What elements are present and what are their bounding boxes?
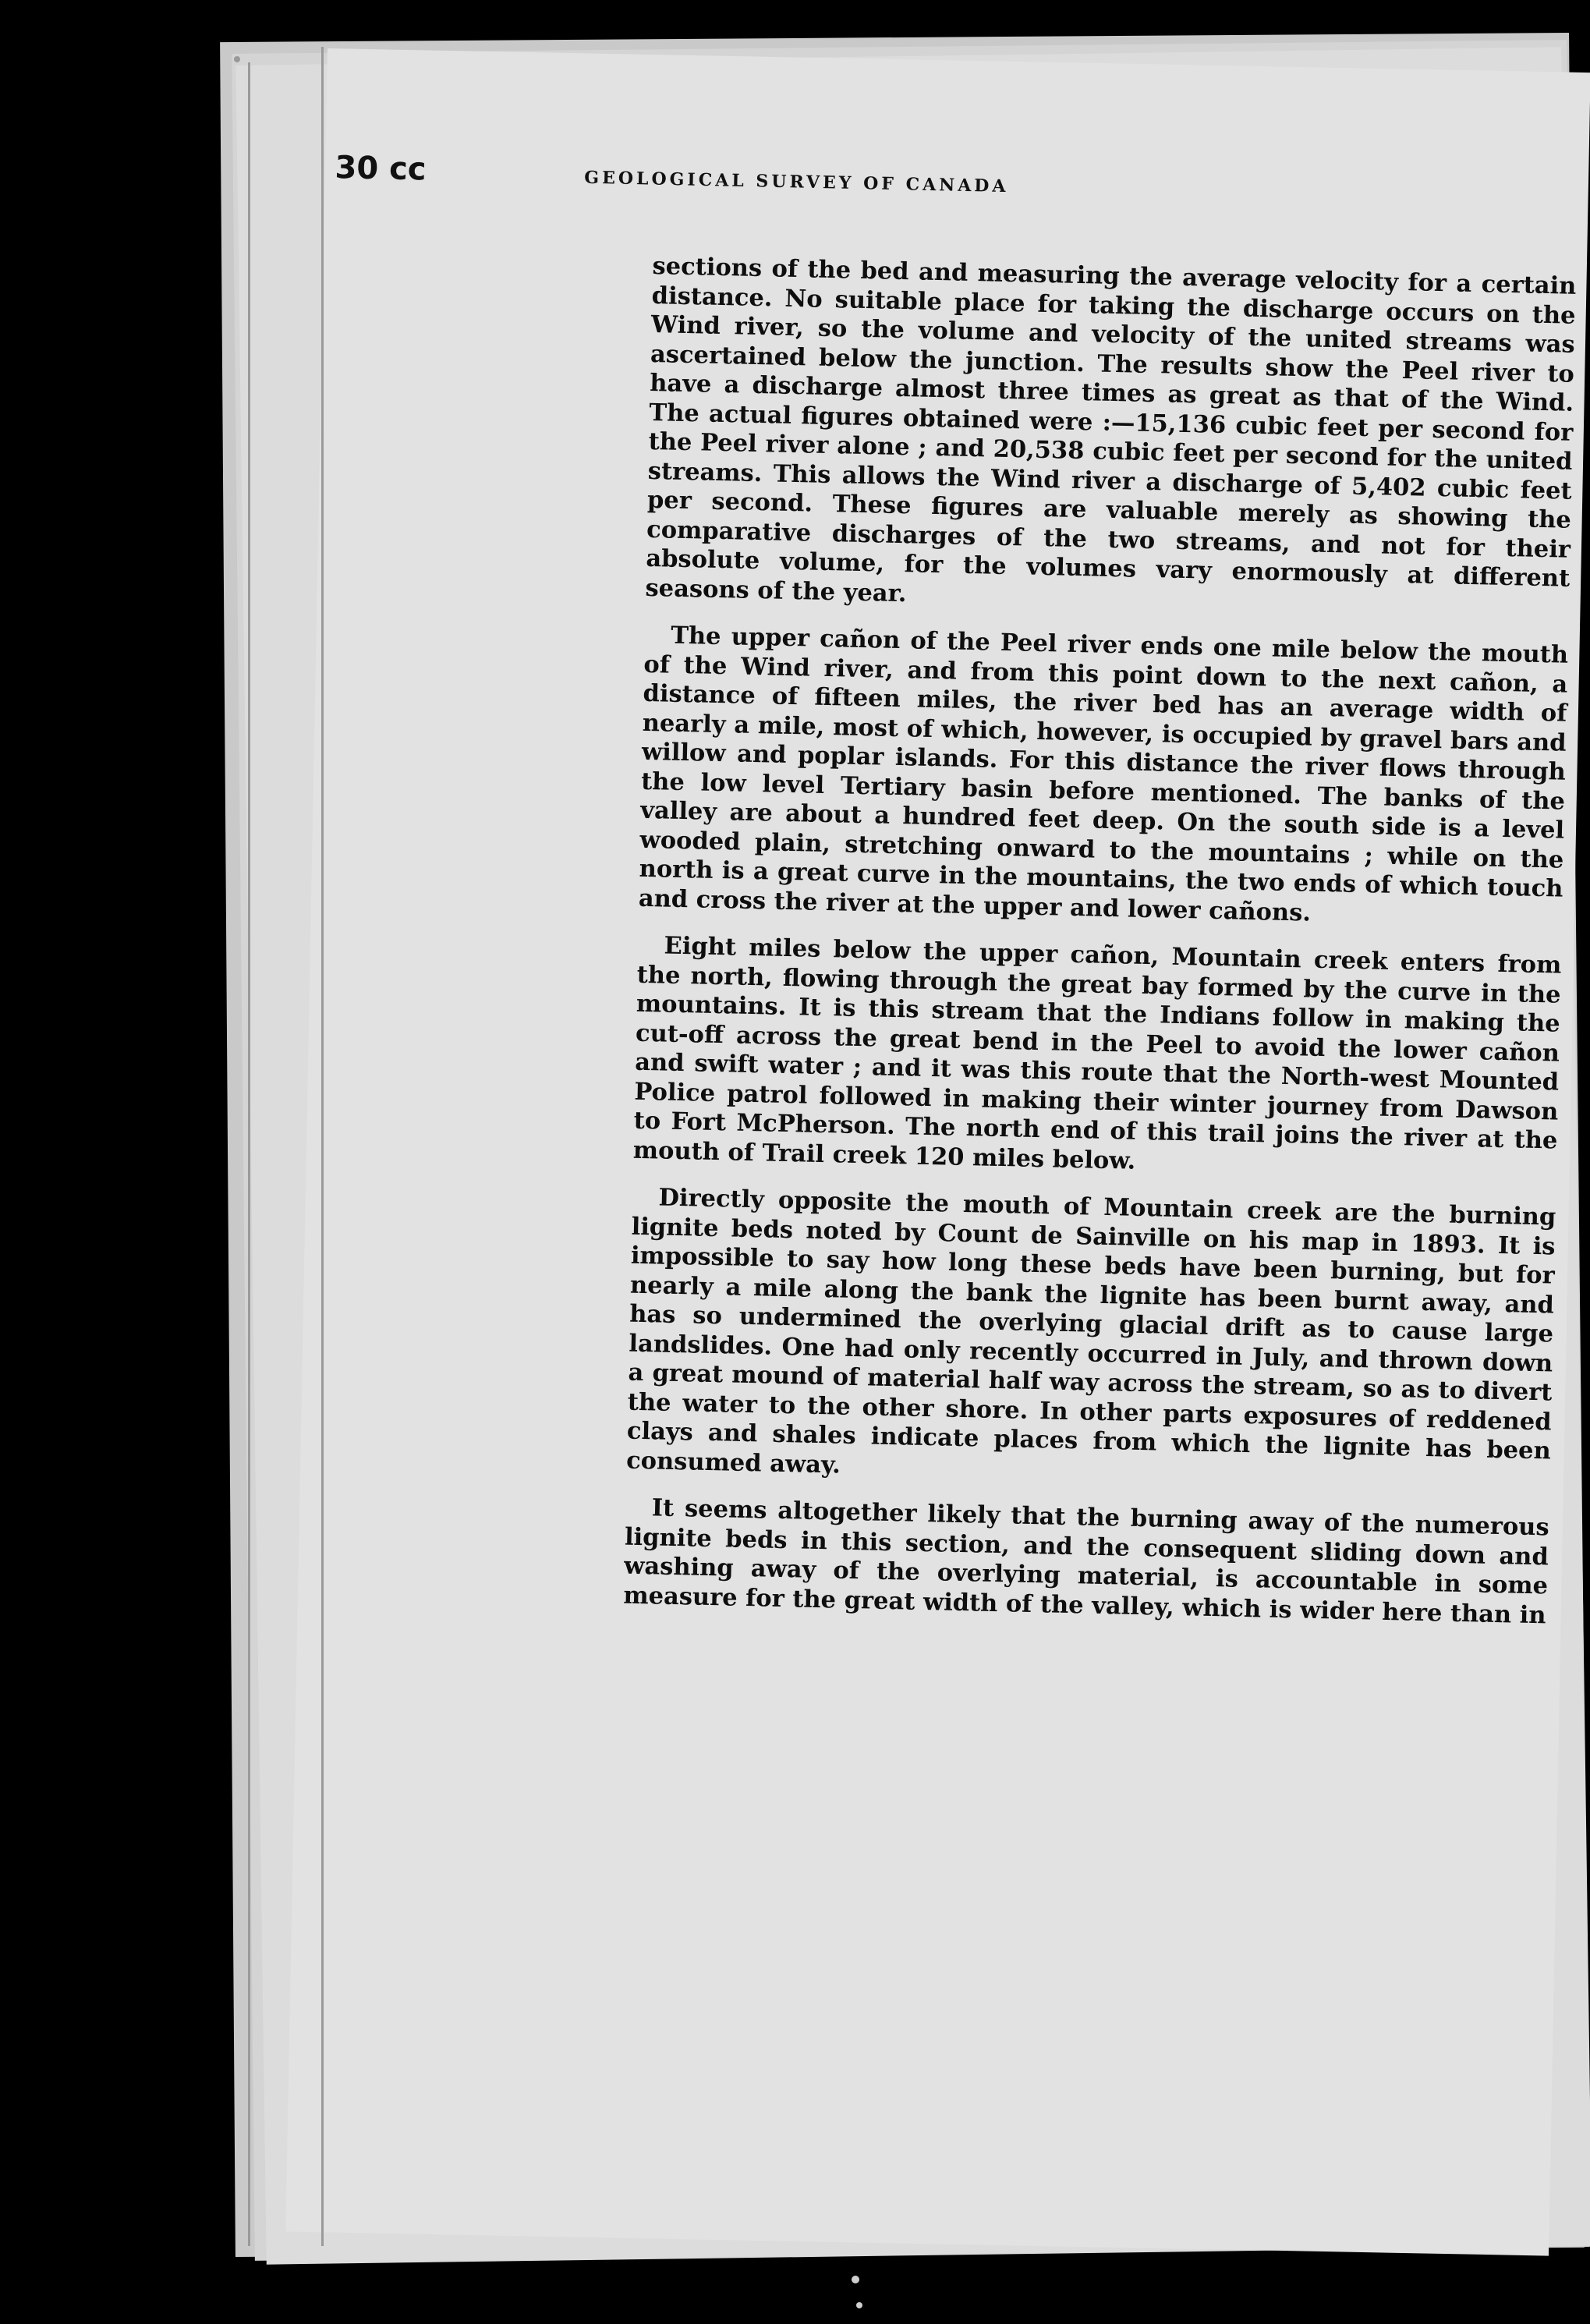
paragraph: sections of the bed and measuring the average velocity for a certain distance. No suitable place for taking the discharge occurs on the Wind river, so the volume and velocity of the united streams was ascertained below the junction. The results show the Peel river to have a discharge almost three times as great as that of the Wind. The actual figures obtained were :—15,136 cubic feet per second for the Peel river alone ; and 20,538 cubic feet per second for the united streams. This allows the Wind river a discharge of 5,402 cubic feet per second. These figures are valuable merely as showing the comparative discharges of the two streams, and not for their absolute volume, for the volumes vary enormously at different seasons of the year. [645, 252, 1577, 608]
paragraph: Eight miles below the upper cañon, Mountain creek enters from the north, flowing through the great bay formed by the curve in the mountains. It is this stream that the Indians follow in making the cut-off across the great bend in the Peel to avoid the lower cañon and swift water ; and it was this route that the North-west Mounted Police patrol followed in making their winter journey from Dawson to Fort McPherson. The north end of this trail joins the river at the mouth of Trail creek 120 miles below. [632, 931, 1562, 1175]
scan-speck [852, 2276, 859, 2283]
running-head: GEOLOGICAL SURVEY OF CANADA [584, 167, 1009, 197]
scan-speck [234, 56, 240, 62]
paragraph: It seems altogether likely that the burning away of the numerous lignite beds in this section, and the consequent sliding down and washing away of the overlying material, is accountable in some measure for the great width of the valley, which is wider here than in [623, 1493, 1549, 1629]
paragraph: The upper cañon of the Peel river ends one mile below the mouth of the Wind river, and from this point down to the next cañon, a distance of fifteen miles, the river bed has an average width of nearly a mile, most of which, however, is occupied by gravel bars and willow and poplar islands. For this distance the river flows through the low level Tertiary basin before mentioned. The banks of the valley are about a hundred feet deep. On the south side is a level wooded plain, stretching onward to the mountains ; while on the north is a great curve in the mountains, the two ends of which touch and cross the river at the upper and lower cañons. [638, 621, 1569, 927]
text-column [622, 252, 1576, 1648]
page-edge-line [321, 47, 324, 2246]
page-number: 30 cc [335, 150, 427, 188]
paragraph: Directly opposite the mouth of Mountain creek are the burning lignite beds noted by Count de Sainville on his map in 1893. It is impossible to say how long these beds have been burning, but for nearly a mile along the bank the lignite has been burnt away, and has so undermined the overlying glacial drift as to cause large landslides. One had only recently occurred in July, and thrown down a great mound of material half way across the stream, so as to divert the water to the other shore. In other parts exposures of reddened clays and shales indicate places from which the lignite has been consumed away. [625, 1183, 1556, 1479]
page-edge-line [248, 62, 250, 2246]
scan-speck [856, 2302, 862, 2308]
